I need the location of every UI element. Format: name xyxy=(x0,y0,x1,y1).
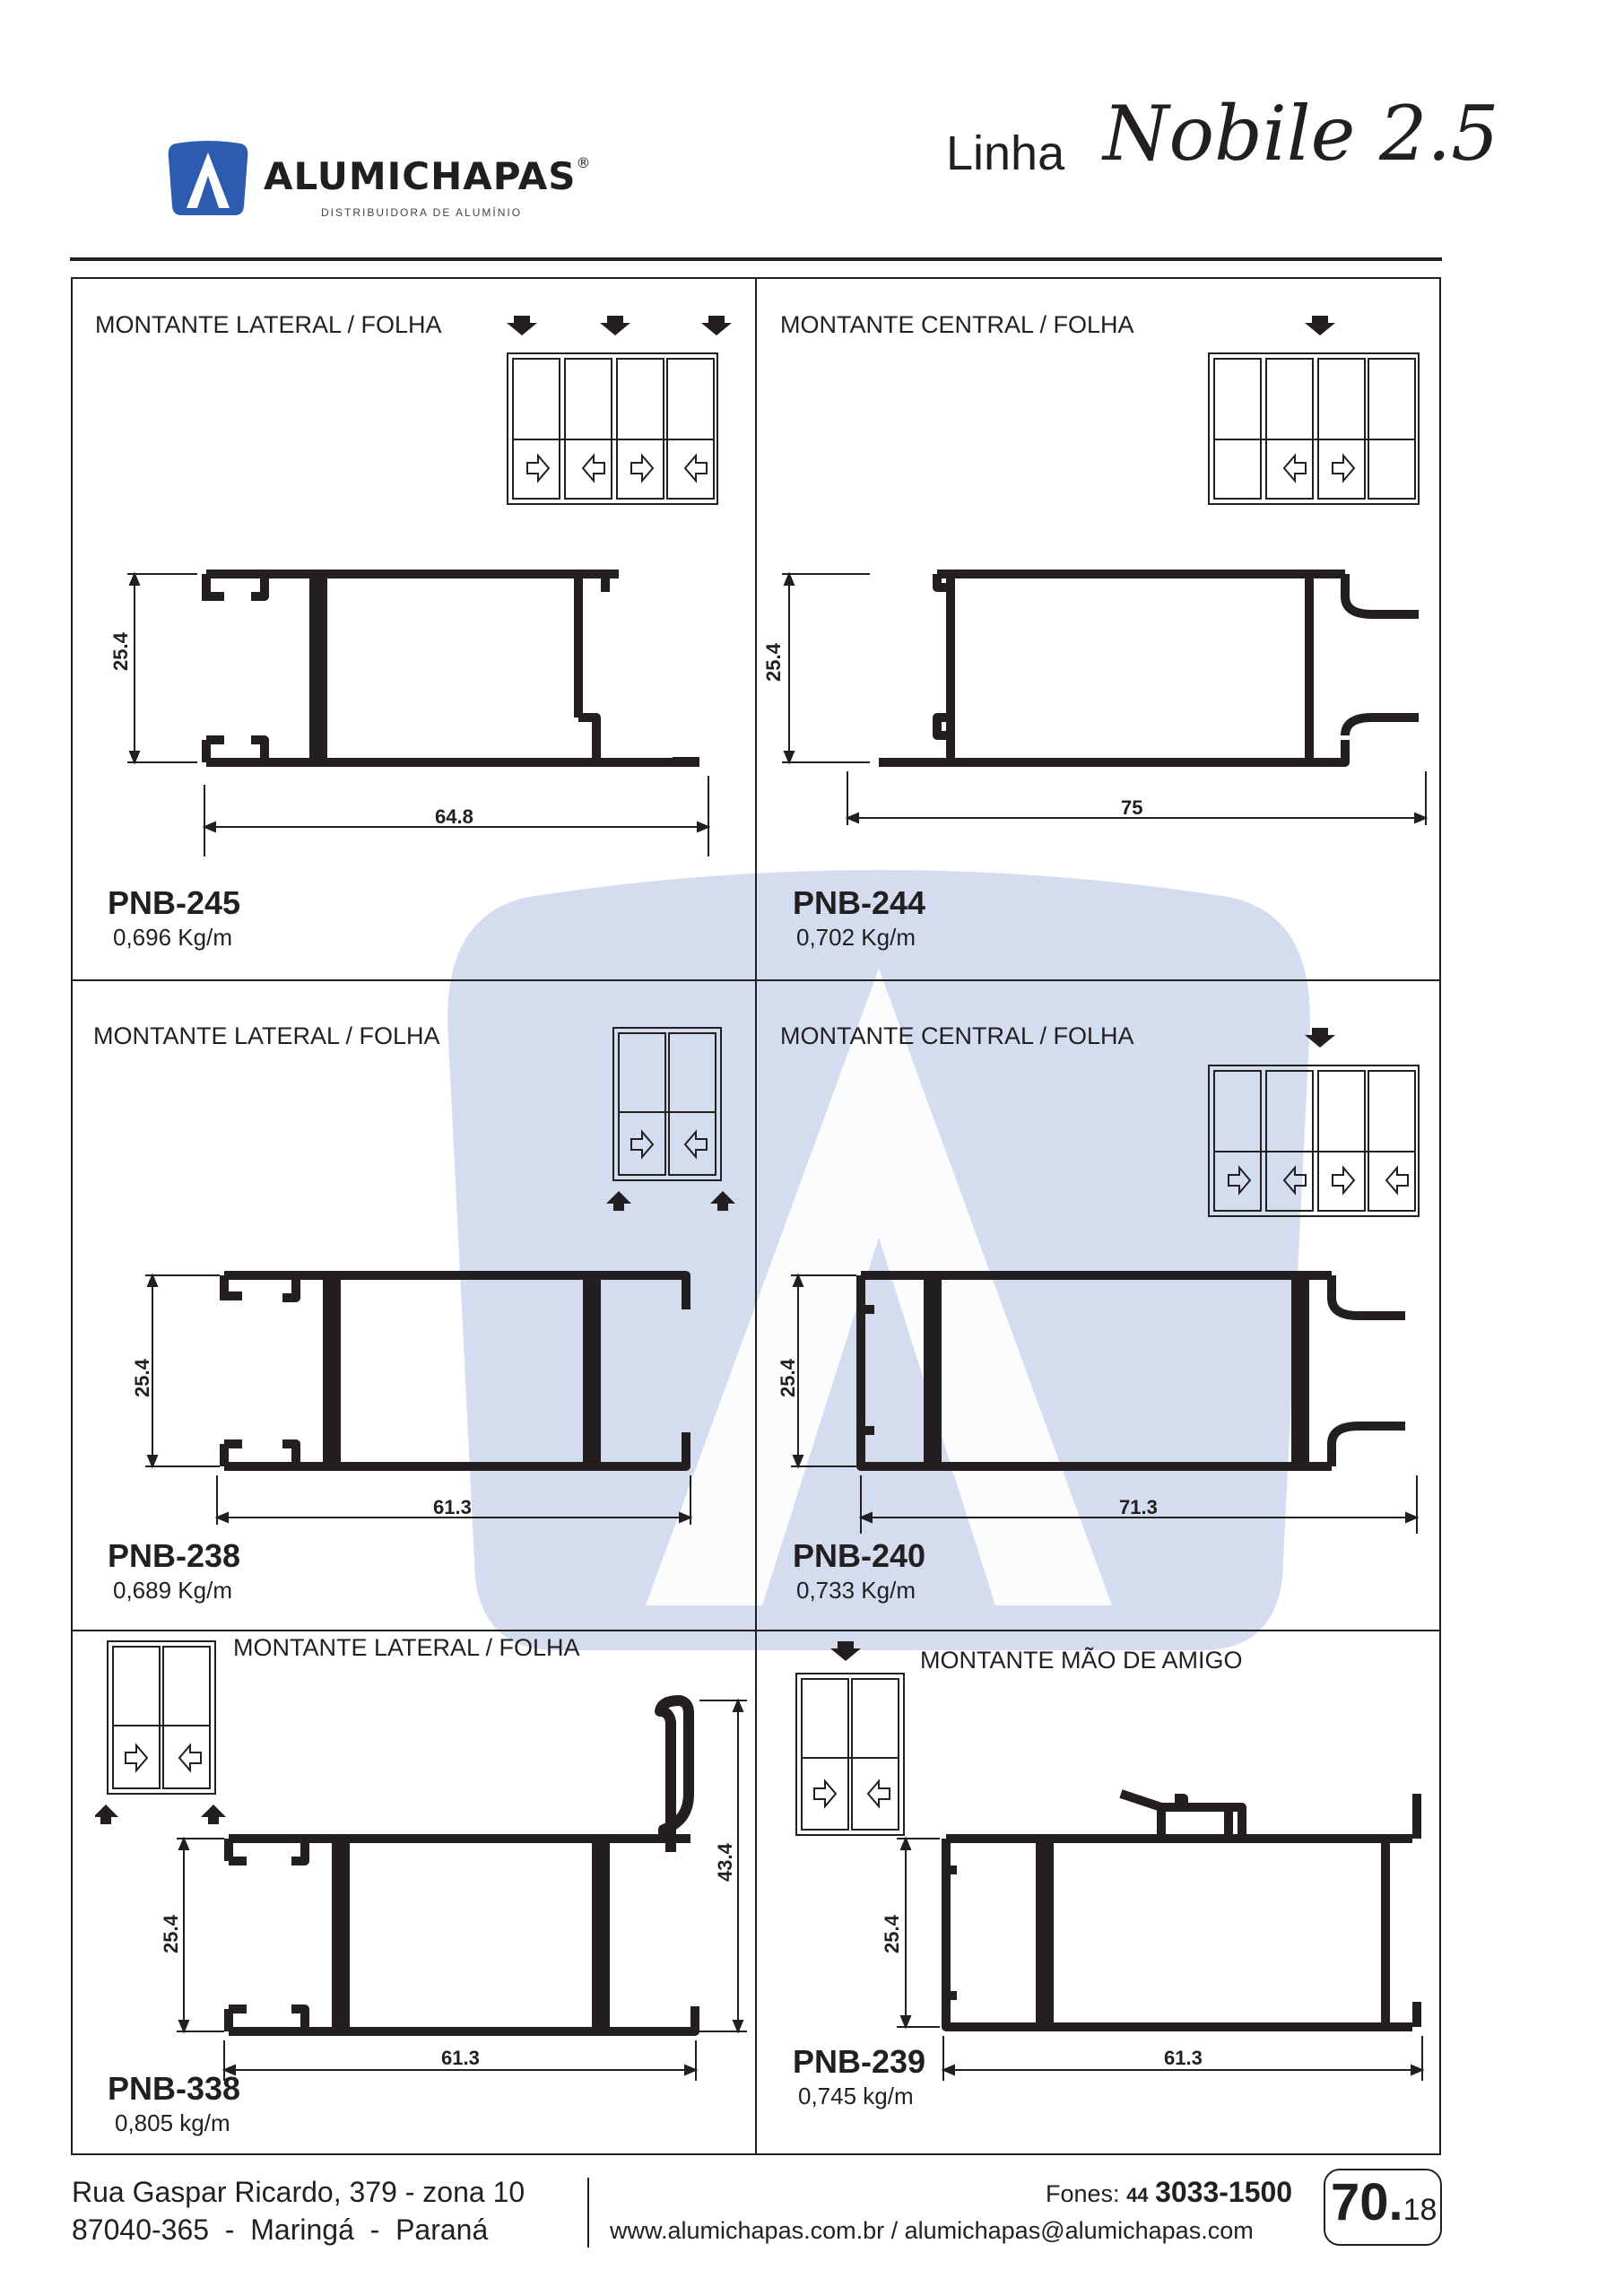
profile-weight: 0,689 Kg/m xyxy=(113,1577,232,1604)
dim-height: 25.4 xyxy=(762,643,785,682)
profile-code: PNB-239 xyxy=(793,2043,926,2080)
profile-title: MONTANTE LATERAL / FOLHA xyxy=(95,311,442,338)
window-diagram xyxy=(595,1022,739,1220)
dim-height: 25.4 xyxy=(109,632,132,671)
profile-weight: 0,702 Kg/m xyxy=(796,924,916,951)
profile-drawing xyxy=(762,1256,1435,1534)
profile-title: MONTANTE LATERAL / FOLHA xyxy=(233,1634,580,1661)
profile-code: PNB-240 xyxy=(793,1537,926,1574)
profile-drawing xyxy=(99,556,726,870)
page-number: 70.18 xyxy=(1331,2173,1437,2231)
dim-height: 25.4 xyxy=(131,1359,153,1397)
window-diagram xyxy=(1193,1021,1435,1222)
profile-weight: 0,696 Kg/m xyxy=(113,924,232,951)
profile-drawing xyxy=(135,1686,753,2081)
dim-width: 61.3 xyxy=(1164,2047,1203,2069)
profile-weight: 0,745 kg/m xyxy=(798,2083,914,2109)
dim-height-total: 43.4 xyxy=(714,1843,736,1882)
brand-name: ALUMICHAPAS® xyxy=(264,154,592,198)
profile-title: MONTANTE CENTRAL / FOLHA xyxy=(780,1022,1134,1049)
dim-width: 61.3 xyxy=(433,1496,472,1518)
dim-width: 75 xyxy=(1121,796,1143,819)
dim-width: 64.8 xyxy=(435,805,473,828)
profile-drawing xyxy=(135,1256,744,1525)
profile-code: PNB-238 xyxy=(108,1537,241,1574)
dim-height: 25.4 xyxy=(777,1359,799,1397)
profile-weight: 0,805 kg/m xyxy=(115,2109,230,2136)
profile-code: PNB-244 xyxy=(793,884,926,921)
brand-tagline: DISTRIBUIDORA DE ALUMÍNIO xyxy=(321,206,523,219)
profile-code: PNB-245 xyxy=(108,884,241,921)
profile-title: MONTANTE CENTRAL / FOLHA xyxy=(780,311,1134,338)
profile-drawing xyxy=(762,556,1435,870)
line-prefix: Linha xyxy=(946,126,1065,180)
profile-code: PNB-338 xyxy=(108,2070,241,2107)
window-diagram xyxy=(1193,309,1435,509)
window-diagram xyxy=(491,309,734,509)
dim-height: 25.4 xyxy=(881,1915,903,1953)
dim-width: 71.3 xyxy=(1119,1496,1158,1518)
footer-web-email[interactable]: www.alumichapas.com.br / alumichapas@alumichapas.com xyxy=(610,2217,1254,2244)
footer-address-line1: Rua Gaspar Ricardo, 379 - zona 10 xyxy=(72,2176,525,2208)
profile-title: MONTANTE LATERAL / FOLHA xyxy=(93,1022,440,1049)
footer-address-line2: 87040-365 - Maringá - Paraná xyxy=(72,2213,489,2246)
footer-divider xyxy=(587,2178,589,2248)
profile-title: MONTANTE MÃO DE AMIGO xyxy=(920,1647,1243,1674)
line-name: Nobile 2.5 xyxy=(1103,90,1499,178)
dim-height: 25.4 xyxy=(160,1915,182,1953)
profile-weight: 0,733 Kg/m xyxy=(796,1577,916,1604)
dim-width: 61.3 xyxy=(441,2047,480,2069)
footer-phone: Fones: 44 3033-1500 xyxy=(1046,2176,1293,2208)
